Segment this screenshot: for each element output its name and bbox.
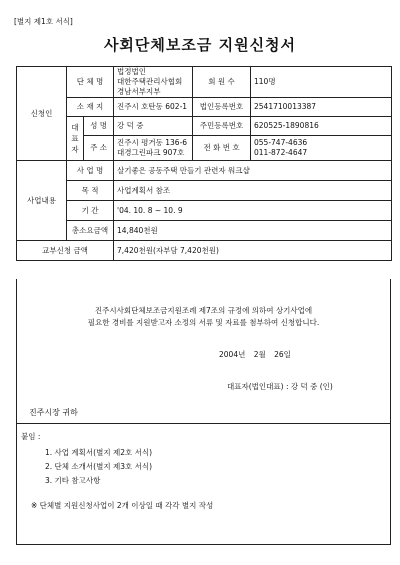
statement-text [17, 305, 390, 329]
address-value: 진주시 호탄동 602-1 [114, 98, 193, 117]
representative-label-text: 대표자 [71, 123, 79, 154]
total-cost-value: 14,840천원 [114, 221, 392, 241]
period-value: '04. 10. 8 ~ 10. 9 [114, 201, 392, 221]
project-name-label: 사 업 명 [67, 161, 114, 181]
phone-label: 전 화 번 호 [193, 136, 251, 161]
resident-reg-value: 620525-1890816 [251, 117, 392, 136]
form-number-tag: [별지 제1호 서식] [14, 17, 73, 26]
purpose-label: 목 적 [67, 181, 114, 201]
members-value: 110명 [251, 67, 392, 98]
corp-reg-label: 법인등록번호 [193, 98, 251, 117]
org-name-label: 단 체 명 [67, 67, 114, 98]
period-label: 기 간 [67, 201, 114, 221]
purpose-value: 사업계획서 참조 [114, 181, 392, 201]
grant-amount-label: 교부신청 금액 [17, 241, 114, 261]
attachments-note: ※ 단체별 지원신청사업이 2개 이상일 때 각각 별지 작성 [31, 501, 214, 510]
application-form-table [16, 66, 392, 261]
rep-name-value: 강 덕 중 [114, 117, 193, 136]
members-label: 회 원 수 [193, 67, 251, 98]
rep-address-label: 주 소 [84, 136, 114, 161]
statement-section [16, 279, 391, 424]
application-date: 2004년 2월 26일 [219, 350, 291, 359]
phone-value: 055-747-4636 011-872-4647 [251, 136, 392, 161]
attachments-list [45, 446, 152, 488]
project-name-value: 살기좋은 공동주택 만들기 관련자 워크샵 [114, 161, 392, 181]
corp-reg-value: 2541710013387 [251, 98, 392, 117]
statement-line-2: 필요한 경비를 지원받고자 소정의 서류 및 자료를 첨부하여 신청합니다. [87, 318, 320, 327]
rep-name-label: 성 명 [84, 117, 114, 136]
rep-address-value: 진주시 평거동 136-6 대경그린파크 907호 [114, 136, 193, 161]
grant-amount-value: 7,420천원(자부담 7,420천원) [114, 241, 392, 261]
representative-signature: 대표자(법인대표) : 강 덕 중 (인) [227, 382, 333, 391]
total-cost-label: 총소요금액 [67, 221, 114, 241]
page-title: 사회단체보조금 지원신청서 [103, 36, 297, 54]
attachment-item: 2. 단체 소개서(별지 제3호 서식) [45, 462, 153, 471]
attachment-item: 1. 사업 계획서(별지 제2호 서식) [45, 448, 153, 457]
attachment-item: 3. 기타 참고사항 [45, 476, 101, 485]
applicant-section-label: 신청인 [17, 67, 67, 161]
attachments-label: 붙임 : [21, 432, 41, 441]
project-section-label: 사업내용 [17, 161, 67, 241]
addressee: 진주시장 귀하 [29, 408, 78, 417]
resident-reg-label: 주민등록번호 [193, 117, 251, 136]
address-label: 소 재 지 [67, 98, 114, 117]
representative-label [67, 117, 84, 161]
attachments-section [16, 423, 391, 545]
statement-line-1: 진주시사회단체보조금지원조례 제7조의 규정에 의하여 상기사업에 [94, 306, 313, 315]
org-name-value: 법정법인 대한주택관리사협회 경남서부지부 [114, 67, 193, 98]
